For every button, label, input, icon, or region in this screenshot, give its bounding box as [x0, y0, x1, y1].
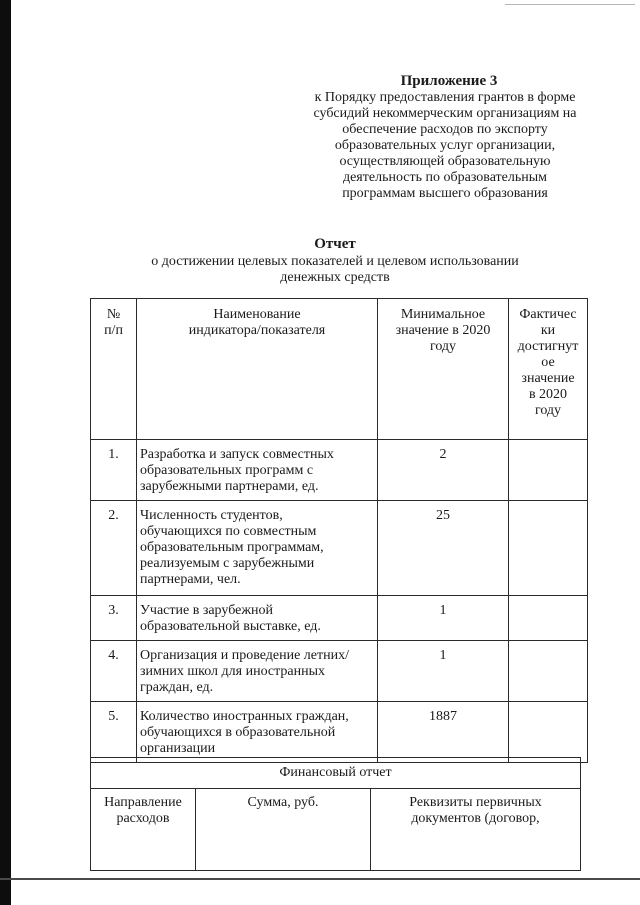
row-name-line: реализуемым с зарубежными — [140, 556, 315, 571]
appendix-line: программам высшего образования — [342, 186, 548, 201]
table-row — [91, 641, 588, 702]
header-fact-line: Фактичес — [519, 307, 577, 322]
appendix-line: осуществляющей образовательную — [339, 154, 551, 169]
table-row — [91, 501, 588, 596]
appendix-title: Приложение 3 — [400, 73, 498, 89]
header-fact-value — [509, 299, 588, 440]
appendix-line: субсидий некоммерческим организациям на — [313, 106, 577, 121]
row-indicator-name — [137, 501, 378, 596]
header-num-line: № — [106, 307, 121, 322]
header-fact-line: значение — [521, 371, 575, 386]
row-min-value: 25 — [378, 501, 509, 596]
financial-report-title-row — [91, 758, 581, 789]
report-title: Отчет — [314, 236, 356, 252]
indicators-table — [90, 298, 588, 763]
scan-edge-bottom — [0, 878, 640, 880]
row-fact-value[interactable] — [509, 702, 588, 763]
fin-col-line: документов (договор, — [411, 811, 540, 826]
row-indicator-name — [137, 440, 378, 501]
row-fact-value[interactable] — [509, 440, 588, 501]
row-name-line: образовательным программам, — [140, 540, 324, 555]
fin-col-line: Реквизиты первичных — [409, 795, 542, 810]
row-num: 5. — [91, 702, 137, 763]
row-num: 2. — [91, 501, 137, 596]
table-row — [91, 702, 588, 763]
header-fact-line: году — [534, 403, 562, 418]
row-name-line: Численность студентов, — [140, 508, 283, 523]
row-name-line: обучающихся в образовательной — [140, 725, 336, 740]
row-name-line: организации — [140, 741, 216, 756]
row-name-line: зимних школ для иностранных — [140, 664, 326, 679]
appendix-line: деятельность по образовательным — [342, 170, 548, 185]
row-name-line: Участие в зарубежной — [140, 603, 273, 618]
row-indicator-name — [137, 702, 378, 763]
appendix-line: обеспечение расходов по экспорту — [342, 122, 548, 137]
row-min-value: 1 — [378, 596, 509, 641]
header-fact-line: ое — [541, 355, 555, 370]
row-indicator-name — [137, 596, 378, 641]
row-name-line: граждан, ед. — [140, 680, 214, 695]
row-fact-value[interactable] — [509, 641, 588, 702]
report-heading — [90, 235, 580, 286]
row-min-value: 2 — [378, 440, 509, 501]
header-name-line: индикатора/показателя — [188, 323, 326, 338]
financial-report-table — [90, 757, 581, 871]
financial-report-title: Финансовый отчет — [91, 758, 581, 789]
appendix-header — [280, 72, 610, 202]
row-name-line: Разработка и запуск совместных — [140, 447, 334, 462]
financial-columns-row — [91, 789, 581, 871]
table-header-row — [91, 299, 588, 440]
report-subtitle-line: денежных средств — [280, 270, 390, 285]
header-name-line: Наименование — [213, 307, 301, 322]
row-indicator-name — [137, 641, 378, 702]
appendix-line: образовательных услуг организации, — [334, 138, 556, 153]
row-name-line: образовательной выставке, ед. — [140, 619, 321, 634]
header-min-line: Минимальное — [400, 307, 486, 322]
fin-col-documents — [371, 789, 581, 871]
header-name — [137, 299, 378, 440]
row-num: 1. — [91, 440, 137, 501]
row-fact-value[interactable] — [509, 596, 588, 641]
header-fact-line: достигнут — [517, 339, 579, 354]
row-name-line: обучающихся по совместным — [140, 524, 317, 539]
header-min-line: году — [429, 339, 457, 354]
appendix-line: к Порядку предоставления грантов в форме — [314, 90, 576, 105]
report-subtitle-line: о достижении целевых показателей и целевом использовании — [151, 254, 519, 269]
fin-col-sum — [196, 789, 371, 871]
header-min-value — [378, 299, 509, 440]
row-name-line: партнерами, чел. — [140, 572, 241, 587]
fin-col-direction — [91, 789, 196, 871]
table-row — [91, 440, 588, 501]
header-fact-line: ки — [540, 323, 556, 338]
fin-col-line: Сумма, руб. — [247, 795, 319, 810]
row-min-value: 1887 — [378, 702, 509, 763]
row-min-value: 1 — [378, 641, 509, 702]
row-fact-value[interactable] — [509, 501, 588, 596]
scan-edge-top — [505, 4, 635, 5]
table-row — [91, 596, 588, 641]
header-min-line: значение в 2020 — [395, 323, 491, 338]
row-num: 4. — [91, 641, 137, 702]
row-num: 3. — [91, 596, 137, 641]
fin-col-line: Направление — [104, 795, 182, 810]
row-name-line: Организация и проведение летних/ — [140, 648, 349, 663]
row-name-line: зарубежными партнерами, ед. — [140, 479, 319, 494]
row-name-line: Количество иностранных граждан, — [140, 709, 349, 724]
header-fact-line: в 2020 — [528, 387, 568, 402]
header-num — [91, 299, 137, 440]
header-num-line: п/п — [104, 323, 123, 338]
fin-col-line: расходов — [116, 811, 170, 826]
scan-edge-left — [0, 0, 11, 905]
row-name-line: образовательных программ с — [140, 463, 314, 478]
